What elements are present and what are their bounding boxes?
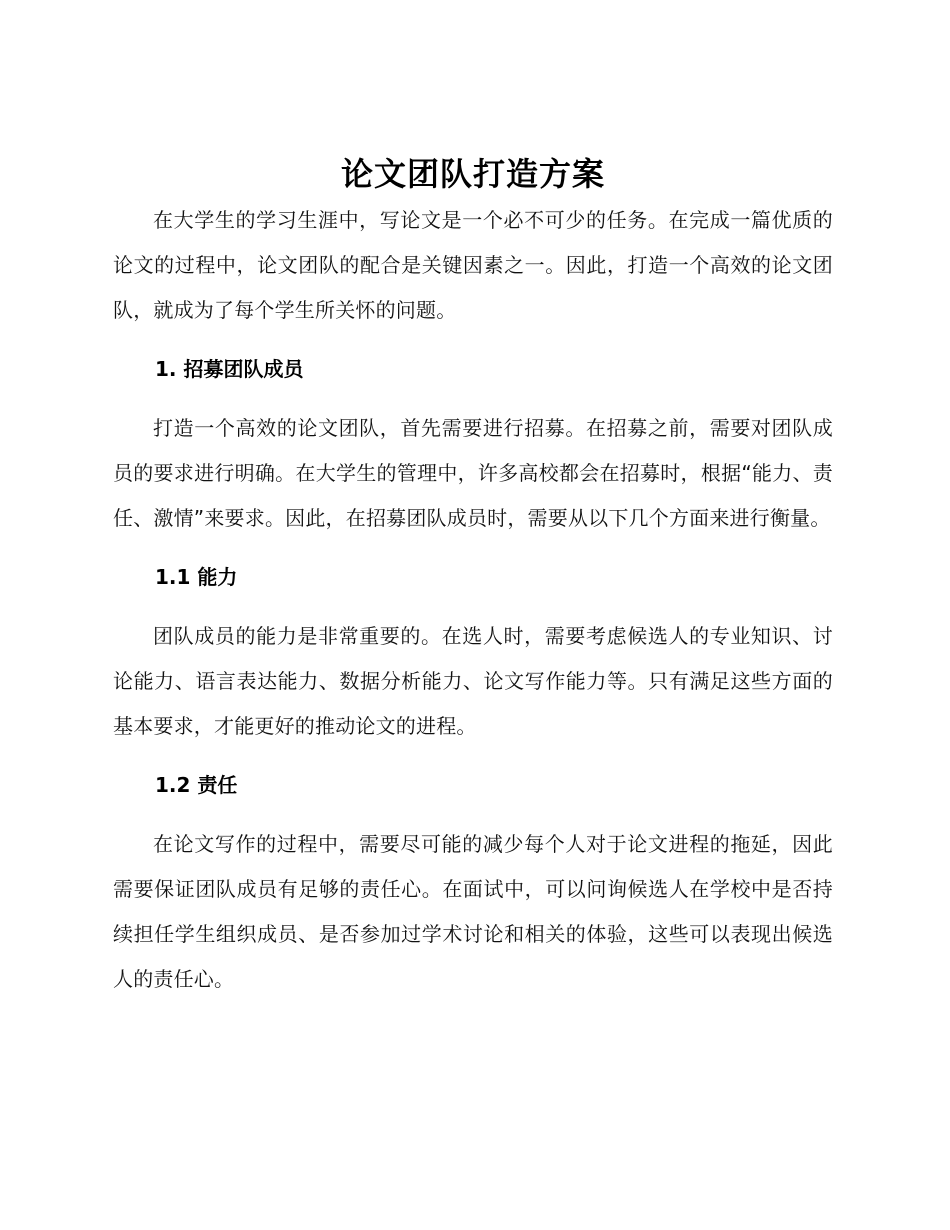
section-heading-ability: 1.1 能力 <box>155 565 238 589</box>
section-paragraph-responsibility: 在论文写作的过程中，需要尽可能的减少每个人对于论文进程的拖延，因此需要保证团队成员有足够的责任心。在面试中，可以问询候选人在学校中是否持续担任学生组织成员、是否参加过学术讨论和相关的体验，这些可以表现出候选人的责任心。 <box>113 832 833 991</box>
section-paragraph-ability: 团队成员的能力是非常重要的。在选人时，需要考虑候选人的专业知识、讨论能力、语言表达能力、数据分析能力、论文写作能力等。只有满足这些方面的基本要求，才能更好的推动论文的进程。 <box>113 624 833 738</box>
document-body <box>113 150 833 1002</box>
document-title: 论文团队打造方案 <box>340 155 605 193</box>
section-heading-recruit: 1. 招募团队成员 <box>155 357 304 381</box>
section-heading-responsibility: 1.2 责任 <box>155 773 238 797</box>
intro-paragraph: 在大学生的学习生涯中，写论文是一个必不可少的任务。在完成一篇优质的论文的过程中，论文团队的配合是关键因素之一。因此，打造一个高效的论文团队，就成为了每个学生所关怀的问题。 <box>113 208 833 322</box>
section-paragraph-recruit: 打造一个高效的论文团队，首先需要进行招募。在招募之前，需要对团队成员的要求进行明确。在大学生的管理中，许多高校都会在招募时，根据“能力、责任、激情”来要求。因此，在招募团队成员时，需要从以下几个方面来进行衡量。 <box>113 416 833 530</box>
